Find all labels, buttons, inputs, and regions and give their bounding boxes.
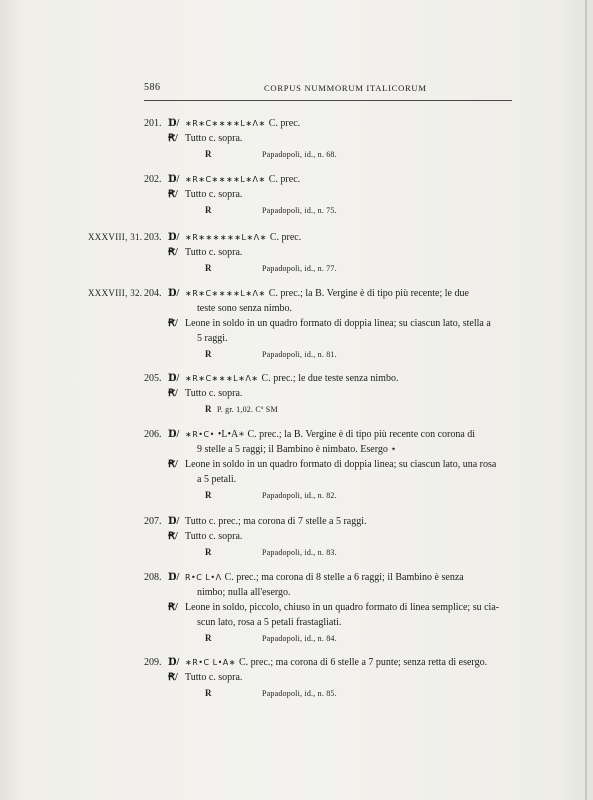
metal-mark: R bbox=[205, 633, 212, 643]
coin-legend: ∗R•C• bbox=[185, 430, 218, 439]
obverse-description-line bbox=[185, 570, 464, 585]
entry-number: 208. bbox=[144, 572, 162, 583]
collection-reference: Papadopoli, id., n. 81. bbox=[262, 350, 337, 359]
catalogue-entry bbox=[0, 570, 593, 643]
catalogue-entry bbox=[0, 116, 593, 176]
description-text: C. prec. bbox=[268, 118, 301, 129]
reverse-symbol: Ꞧ/ bbox=[168, 602, 178, 613]
catalogue-entry bbox=[0, 427, 593, 500]
coin-legend: ∗R∗C∗∗∗L∗Λ∗ bbox=[185, 374, 262, 383]
reverse-symbol: Ꞧ/ bbox=[168, 459, 178, 470]
description-text: C. prec.; ma corona di 6 stelle a 7 punte; senza retta di esergo. bbox=[239, 657, 488, 668]
page-number: 586 bbox=[144, 82, 161, 93]
obverse-symbol: Ɒ/ bbox=[168, 174, 180, 185]
collection-reference: Papadopoli, id., n. 68. bbox=[262, 150, 337, 159]
obverse-symbol: Ɒ/ bbox=[168, 373, 180, 384]
metal-mark: R bbox=[205, 149, 212, 159]
obverse-description-line bbox=[185, 172, 300, 187]
coin-legend: ∗R•C L•A∗ bbox=[185, 658, 240, 667]
entry-number: 209. bbox=[144, 657, 162, 668]
obverse-symbol: Ɒ/ bbox=[168, 516, 180, 527]
coin-legend: ∗R∗C∗∗∗∗L∗Λ∗ bbox=[185, 119, 269, 128]
reverse-description-line: Tutto c. sopra. bbox=[185, 133, 243, 144]
description-text: C. prec.; ma corona di 8 stelle a 6 raggi; il Bambino è senza bbox=[224, 572, 464, 583]
description-text: •L•A∗ C. prec.; la B. Vergine è di tipo più recente con corona di bbox=[217, 429, 476, 440]
running-header bbox=[144, 78, 512, 98]
metal-mark: R bbox=[205, 205, 212, 215]
obverse-description-line bbox=[185, 286, 469, 301]
obverse-description-line: nimbo; nulla all'esergo. bbox=[197, 587, 291, 598]
entry-number: 204. bbox=[144, 288, 162, 299]
entry-number: 201. bbox=[144, 118, 162, 129]
reverse-symbol: Ꞧ/ bbox=[168, 133, 178, 144]
reverse-description-line: Tutto c. sopra. bbox=[185, 672, 243, 683]
collection-reference: P. gr. 1,02. Cº SM bbox=[217, 405, 278, 414]
obverse-symbol: Ɒ/ bbox=[168, 429, 180, 440]
obverse-description-line bbox=[185, 230, 301, 245]
catalogue-entry bbox=[0, 172, 593, 232]
header-rule bbox=[144, 100, 512, 101]
entry-number: 206. bbox=[144, 429, 162, 440]
obverse-description-line bbox=[185, 427, 475, 442]
obverse-symbol: Ɒ/ bbox=[168, 572, 180, 583]
reverse-symbol: Ꞧ/ bbox=[168, 672, 178, 683]
obverse-description-line: teste sono senza nimbo. bbox=[197, 303, 292, 314]
plate-reference: XXXVIII, 32. bbox=[88, 288, 143, 298]
reverse-symbol: Ꞧ/ bbox=[168, 531, 178, 542]
reverse-symbol: Ꞧ/ bbox=[168, 189, 178, 200]
collection-reference: Papadopoli, id., n. 83. bbox=[262, 548, 337, 557]
metal-mark: R bbox=[205, 404, 212, 414]
metal-mark: R bbox=[205, 263, 212, 273]
description-text: C. prec. bbox=[269, 232, 302, 243]
running-title: CORPUS NUMMORUM ITALICORUM bbox=[264, 83, 427, 93]
entry-number: 203. bbox=[144, 232, 162, 243]
entry-number: 202. bbox=[144, 174, 162, 185]
obverse-description-line bbox=[185, 371, 398, 386]
coin-legend: ∗R∗C∗∗∗∗L∗Λ∗ bbox=[185, 175, 269, 184]
catalogue-entry bbox=[0, 286, 593, 359]
coin-legend: ∗R∗C∗∗∗∗L∗Λ∗ bbox=[185, 289, 269, 298]
catalogue-entry bbox=[0, 230, 593, 290]
reverse-description-line: a 5 petali. bbox=[197, 474, 237, 485]
reverse-description-line: Leone in soldo in un quadro formato di doppia linea; su ciascun lato, stella a bbox=[185, 318, 491, 329]
entry-number: 207. bbox=[144, 516, 162, 527]
reverse-symbol: Ꞧ/ bbox=[168, 388, 178, 399]
catalogue-entry bbox=[0, 371, 593, 431]
reverse-description-line: Tutto c. sopra. bbox=[185, 531, 243, 542]
metal-mark: R bbox=[205, 349, 212, 359]
catalogue-entry bbox=[0, 655, 593, 715]
obverse-symbol: Ɒ/ bbox=[168, 288, 180, 299]
obverse-symbol: Ɒ/ bbox=[168, 232, 180, 243]
metal-mark: R bbox=[205, 547, 212, 557]
reverse-description-line: Tutto c. sopra. bbox=[185, 247, 243, 258]
reverse-description-line: Leone in soldo in un quadro formato di doppia linea; su ciascun lato, una rosa bbox=[185, 459, 497, 470]
obverse-symbol: Ɒ/ bbox=[168, 657, 180, 668]
obverse-description-line bbox=[185, 655, 487, 670]
plate-reference: XXXVIII, 31. bbox=[88, 232, 143, 242]
obverse-description-line bbox=[185, 116, 300, 131]
reverse-description-line: Leone in soldo, piccolo, chiuso in un quadro formato di linea semplice; su cia- bbox=[185, 602, 500, 613]
coin-legend: ∗R∗∗∗∗∗∗L∗Λ∗ bbox=[185, 233, 270, 242]
metal-mark: R bbox=[205, 688, 212, 698]
reverse-description-line: scun lato, rosa a 5 petali frastagliati. bbox=[197, 617, 342, 628]
reverse-description-line: Tutto c. sopra. bbox=[185, 388, 243, 399]
reverse-symbol: Ꞧ/ bbox=[168, 318, 178, 329]
description-text: C. prec.; la B. Vergine è di tipo più recente; le due bbox=[268, 288, 469, 299]
collection-reference: Papadopoli, id., n. 82. bbox=[262, 491, 337, 500]
coin-legend: R•C L•Λ bbox=[185, 573, 225, 582]
obverse-symbol: Ɒ/ bbox=[168, 118, 180, 129]
description-text: C. prec.; le due teste senza nimbo. bbox=[261, 373, 399, 384]
reverse-description-line: 5 raggi. bbox=[197, 333, 228, 344]
description-text: C. prec. bbox=[268, 174, 301, 185]
collection-reference: Papadopoli, id., n. 75. bbox=[262, 206, 337, 215]
catalogue-entry bbox=[0, 514, 593, 574]
collection-reference: Papadopoli, id., n. 84. bbox=[262, 634, 337, 643]
reverse-symbol: Ꞧ/ bbox=[168, 247, 178, 258]
collection-reference: Papadopoli, id., n. 85. bbox=[262, 689, 337, 698]
reverse-description-line: Tutto c. sopra. bbox=[185, 189, 243, 200]
obverse-description-line: Tutto c. prec.; ma corona di 7 stelle a 5 raggi. bbox=[185, 516, 367, 527]
obverse-description-line: 9 stelle a 5 raggi; il Bambino è nimbato. Esergo ⋆ bbox=[197, 444, 397, 455]
collection-reference: Papadopoli, id., n. 77. bbox=[262, 264, 337, 273]
entry-number: 205. bbox=[144, 373, 162, 384]
metal-mark: R bbox=[205, 490, 212, 500]
